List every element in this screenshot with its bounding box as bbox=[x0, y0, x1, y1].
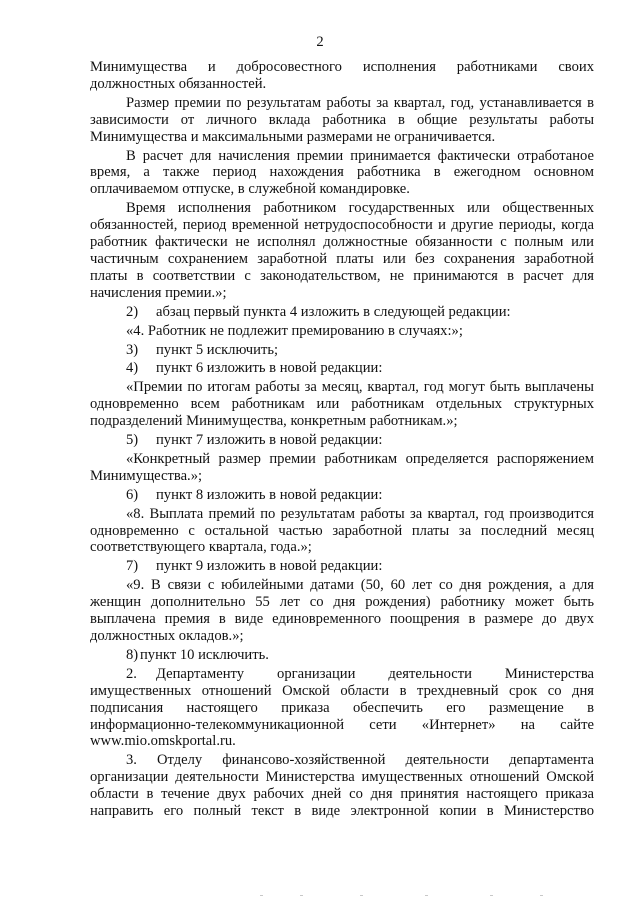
paragraph-bonus-size: Размер премии по результатам работы за квартал, год, устанавливается в зависимости от личного вклада работника в общие результаты работы Минимущества и максимальными размерами не ограничивается. bbox=[90, 94, 594, 145]
section-2-line: информационно-телекоммуникационной сети «Интернет» на сайте bbox=[90, 716, 594, 733]
list-item-text: пункт 6 изложить в новой редакции: bbox=[156, 360, 383, 377]
quote-item: «Конкретный размер премии работникам определяется распоряжением Минимущества.»; bbox=[90, 450, 594, 484]
section-2 bbox=[90, 666, 594, 751]
list-item-text: пункт 10 исключить. bbox=[140, 646, 269, 663]
section-2-line: подписания настоящего приказа обеспечить его размещение в bbox=[90, 699, 594, 716]
section-2-first-line bbox=[90, 666, 594, 683]
page-number: 2 bbox=[316, 34, 324, 50]
portal-url: www.mio.omskportal.ru. bbox=[90, 733, 236, 750]
list-item bbox=[90, 487, 594, 504]
list-item bbox=[90, 558, 594, 575]
list-item-number: 8) bbox=[126, 646, 139, 663]
list-item bbox=[90, 360, 594, 377]
section-3: 3. Отделу финансово-хозяйственной деятельности департамента организации деятельности Министерства имущественных отношений Омской области в течение двух рабочих дней со дня принятия настоящего приказа направить его полный текст в виде электронной копии в Министерство bbox=[90, 752, 594, 820]
list-item-number: 5) bbox=[126, 432, 139, 449]
section-2-line: имущественных отношений Омской области в трехдневный срок со дня bbox=[90, 682, 594, 699]
list-item-text: абзац первый пункта 4 изложить в следующей редакции: bbox=[156, 303, 511, 320]
section-number: 2. bbox=[126, 665, 137, 682]
quote-item: «8. Выплата премий по результатам работы за квартал, год производится одновременно с остальной частью заработной платы за последний месяц соответствующего квартала, года.»; bbox=[90, 505, 594, 556]
paragraph-excluded-periods: Время исполнения работником государственных или общественных обязанностей, период временной нетрудоспособности и другие периоды, когда работник фактически не исполнял должностные обязанности с полным или частичным сохранением заработной платы или без сохранения заработной платы в соответствии с законодательством, не принимаются в расчет для начисления премии.»; bbox=[90, 200, 594, 301]
list-item-number: 6) bbox=[126, 486, 139, 503]
section-2-lead: Департаменту организации деятельности Министерства bbox=[156, 665, 594, 682]
list-item-text: пункт 9 изложить в новой редакции: bbox=[156, 558, 383, 575]
list-item-text: пункт 7 изложить в новой редакции: bbox=[156, 432, 383, 449]
document-body bbox=[90, 59, 594, 822]
paragraph-bonus-calculation: В расчет для начисления премии принимается фактически отработаное время, а также период нахождения работника в ежегодном основном оплачиваемом отпуске, в служебной командировке. bbox=[90, 147, 594, 198]
list-item bbox=[90, 304, 594, 321]
scan-artifact bbox=[240, 893, 560, 901]
quote-item: «4. Работник не подлежит премированию в случаях:»; bbox=[126, 322, 463, 339]
quote-item: «Премии по итогам работы за месяц, квартал, год могут быть выплачены одновременно всем работникам или работникам отдельных структурных подразделений Минимущества, конкретным работникам.»; bbox=[90, 379, 594, 430]
list-item-number: 7) bbox=[126, 558, 139, 575]
list-item bbox=[90, 647, 594, 664]
list-item-text: пункт 8 изложить в новой редакции: bbox=[156, 486, 383, 503]
list-item bbox=[90, 342, 594, 359]
list-item-number: 3) bbox=[126, 341, 139, 358]
list-item-text: пункт 5 исключить; bbox=[156, 341, 279, 358]
paragraph-continuation: Минимущества и добросовестного исполнения работниками своих должностных обязанностей. bbox=[90, 59, 594, 92]
quote-item: «9. В связи с юбилейными датами (50, 60 лет со дня рождения, а для женщин дополнительно 55 лет со дня рождения) работнику может быть выплачена премия в виде единовременного поощрения в размере до двух должностных окладов.»; bbox=[90, 577, 594, 644]
list-item-number: 2) bbox=[126, 303, 139, 320]
list-item-number: 4) bbox=[126, 360, 139, 377]
list-item bbox=[90, 432, 594, 449]
